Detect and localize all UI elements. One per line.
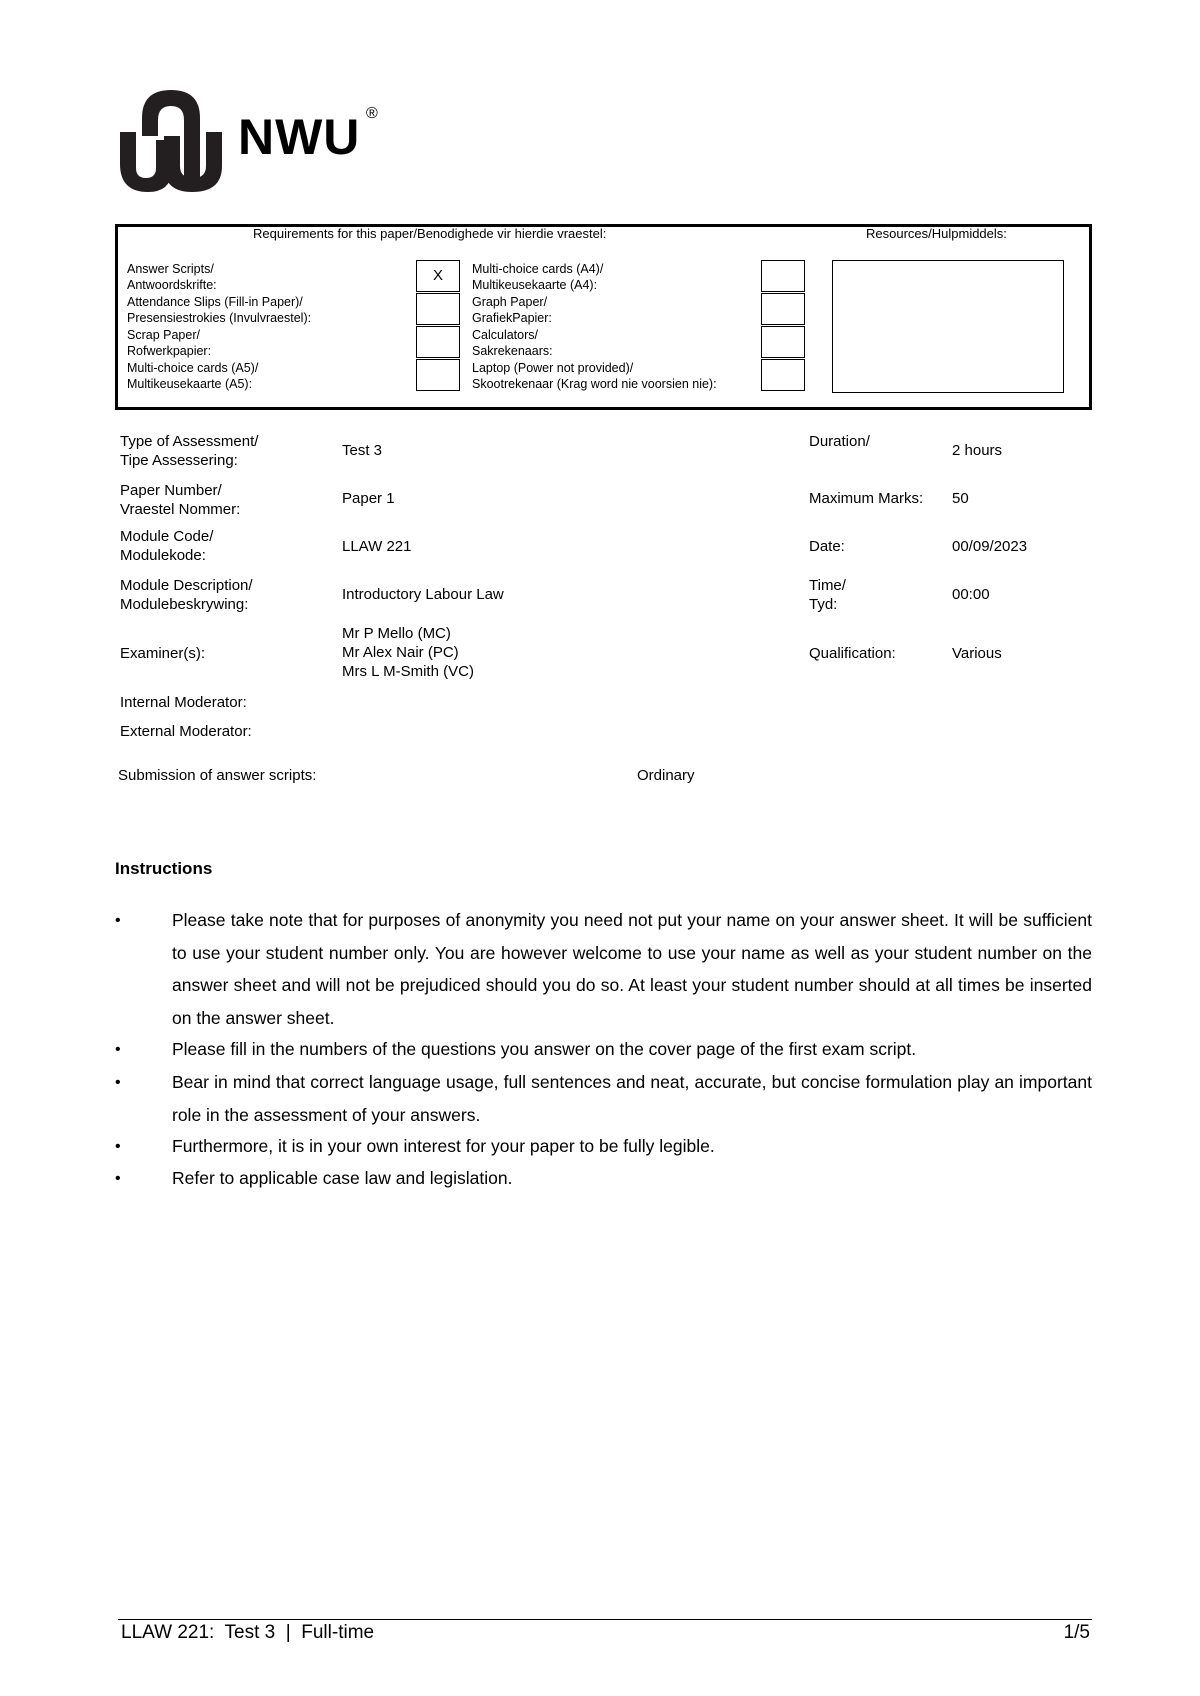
bullet-icon: •	[115, 1170, 121, 1187]
req-item-graph-paper: Graph Paper/ GrafiekPapier:	[472, 295, 552, 326]
examiner-2: Mr Alex Nair (PC)	[342, 644, 459, 661]
requirements-title: Requirements for this paper/Benodighede vir hierdie vraestel:	[253, 226, 607, 241]
checkbox-scrap-paper[interactable]	[416, 326, 460, 358]
resources-field[interactable]	[832, 260, 1064, 393]
module-description-value: Introductory Labour Law	[342, 586, 504, 603]
instructions-title: Instructions	[115, 859, 213, 878]
internal-moderator-label: Internal Moderator:	[120, 694, 247, 711]
maximum-marks-label: Maximum Marks:	[809, 490, 924, 507]
checkbox-attendance-slips[interactable]	[416, 293, 460, 325]
instruction-item-4: Furthermore, it is in your own interest for your paper to be fully legible.	[172, 1136, 715, 1156]
examiner-1: Mr P Mello (MC)	[342, 625, 451, 642]
instruction-item-5: Refer to applicable case law and legislation.	[172, 1168, 513, 1188]
module-description-label: Module Description/ Modulebeskrywing:	[120, 577, 253, 613]
footer-divider	[118, 1619, 1092, 1620]
type-of-assessment-value: Test 3	[342, 442, 383, 459]
duration-value: 2 hours	[952, 442, 1003, 459]
examiners-list	[342, 624, 474, 681]
logo-wordmark: NWU	[238, 109, 361, 165]
qualification-label: Qualification:	[809, 645, 896, 662]
date-value: 00/09/2023	[952, 538, 1028, 555]
module-code-label: Module Code/ Modulekode:	[120, 528, 214, 564]
qualification-value: Various	[952, 645, 1002, 662]
page-number: 1/5	[1063, 1622, 1090, 1643]
examiner-3: Mrs L M-Smith (VC)	[342, 663, 474, 680]
submission-label: Submission of answer scripts:	[118, 767, 317, 784]
bullet-icon: •	[115, 1041, 121, 1058]
paper-number-label: Paper Number/ Vraestel Nommer:	[120, 482, 241, 518]
date-label: Date:	[809, 538, 845, 555]
bullet-icon: •	[115, 1138, 121, 1155]
req-item-laptop: Laptop (Power not provided)/ Skootrekenaar (Krag word nie voorsien nie):	[472, 361, 717, 392]
time-label: Time/ Tyd:	[809, 577, 846, 613]
bullet-icon: •	[115, 912, 121, 929]
examiners-label: Examiner(s):	[120, 645, 206, 662]
req-item-scrap-paper: Scrap Paper/ Rofwerkpapier:	[127, 328, 212, 359]
resources-title: Resources/Hulpmiddels:	[866, 226, 1007, 241]
req-item-calculators: Calculators/ Sakrekenaars:	[472, 328, 553, 359]
duration-label: Duration/	[809, 433, 870, 450]
req-item-multichoice-a4: Multi-choice cards (A4)/ Multikeusekaarte (A4):	[472, 262, 604, 293]
checkbox-calculators[interactable]	[761, 326, 805, 358]
req-item-attendance-slips: Attendance Slips (Fill-in Paper)/ Presensiestrokies (Invulvraestel):	[127, 295, 312, 326]
module-code-value: LLAW 221	[342, 538, 412, 555]
checkbox-multichoice-a4[interactable]	[761, 260, 805, 292]
time-value: 00:00	[952, 586, 990, 603]
footer-course-info: LLAW 221: Test 3 | Full-time	[121, 1622, 375, 1643]
instruction-item-3: Bear in mind that correct language usage, full sentences and neat, accurate, but concise formulation play an important role in the assessment of your answers.	[172, 1072, 1092, 1125]
type-of-assessment-label: Type of Assessment/ Tipe Assessering:	[120, 433, 259, 469]
checkbox-laptop[interactable]	[761, 359, 805, 391]
registered-mark: ®	[366, 105, 378, 122]
external-moderator-label: External Moderator:	[120, 723, 252, 740]
req-item-answer-scripts: Answer Scripts/ Antwoordskrifte:	[127, 262, 217, 293]
instruction-item-2: Please fill in the numbers of the questions you answer on the cover page of the first exam script.	[172, 1039, 917, 1059]
submission-value: Ordinary	[637, 767, 695, 784]
checkbox-answer-scripts[interactable]: X	[416, 260, 460, 292]
paper-number-value: Paper 1	[342, 490, 395, 507]
req-item-multichoice-a5: Multi-choice cards (A5)/ Multikeusekaarte (A5):	[127, 361, 259, 392]
maximum-marks-value: 50	[952, 490, 969, 507]
nwu-logo-mark	[118, 88, 238, 198]
instruction-item-1: Please take note that for purposes of anonymity you need not put your name on your answer sheet. It will be sufficient to use your student number only. You are however welcome to use your name as well as your student number on the answer sheet and will not be prejudiced should you do so. At least your student number should at all times be inserted on the answer sheet.	[172, 910, 1092, 1028]
checkbox-multichoice-a5[interactable]	[416, 359, 460, 391]
checkbox-graph-paper[interactable]	[761, 293, 805, 325]
bullet-icon: •	[115, 1074, 121, 1091]
